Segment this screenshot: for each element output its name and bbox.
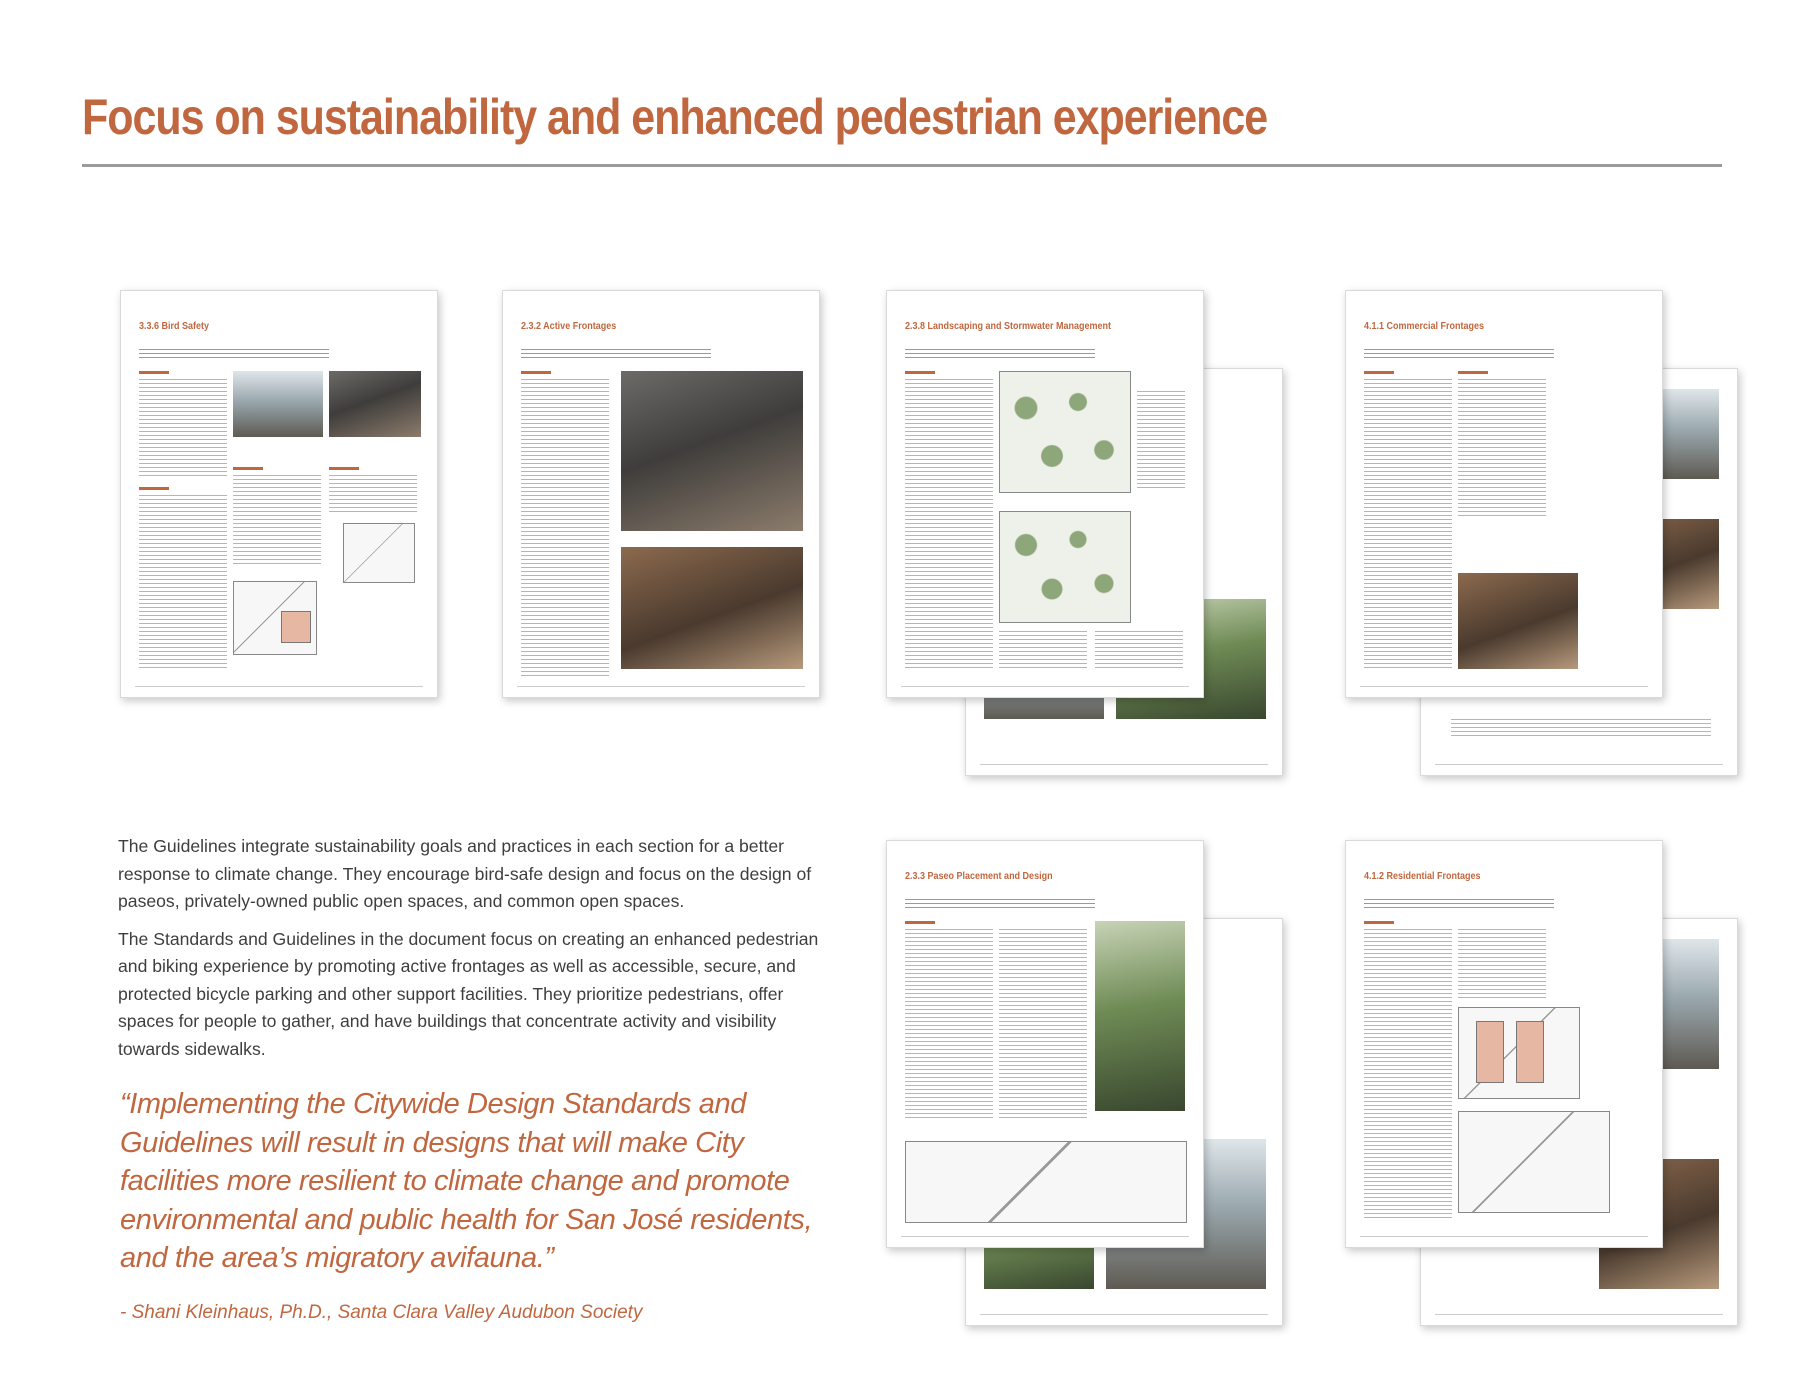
- document-page-residential-frontages: [1345, 840, 1663, 1248]
- column-heading: [139, 371, 169, 374]
- section-title: 2.3.3 Paseo Placement and Design: [905, 871, 1053, 882]
- section-diagram: [905, 1141, 1187, 1223]
- document-page-bird-safety: [120, 290, 438, 698]
- page-footer: [901, 1236, 1189, 1237]
- page-footer: [980, 1314, 1268, 1315]
- facade-photo: [329, 371, 421, 437]
- column-heading: [521, 371, 551, 374]
- intro-text: [521, 349, 711, 359]
- building-photo: [233, 371, 323, 437]
- column-heading: [1458, 371, 1488, 374]
- text-column: [1095, 631, 1183, 671]
- text-column: [1364, 929, 1452, 1219]
- body-copy: [118, 833, 838, 1073]
- column-heading: [233, 467, 263, 470]
- column-heading: [905, 371, 935, 374]
- text-column: [905, 379, 993, 669]
- document-page-paseo-placement: [886, 840, 1204, 1248]
- text-column: [999, 929, 1087, 1119]
- body-paragraph: The Standards and Guidelines in the document focus on creating an enhanced pedestrian and biking experience by promoting active frontages as well as accessible, secure, and protected bicycle parking and other support facilities. They prioritize pedestrians, offer spaces for people to gather, and have buildings that concentrate activity and visibility towards sidewalks.: [118, 928, 819, 1059]
- intro-text: [1364, 349, 1554, 359]
- page-footer: [980, 764, 1268, 765]
- page-title: Focus on sustainability and enhanced pedestrian experience: [82, 89, 1268, 145]
- column-heading: [1364, 921, 1394, 924]
- storefront-photo: [621, 547, 803, 669]
- paseo-walkway-photo: [1095, 921, 1185, 1111]
- text-column: [999, 631, 1087, 671]
- column-heading: [905, 921, 935, 924]
- facade-diagram: [343, 523, 415, 583]
- intro-text: [139, 349, 329, 359]
- text-column: [1458, 929, 1546, 999]
- section-title: 4.1.1 Commercial Frontages: [1364, 321, 1485, 332]
- diagram-highlight: [1476, 1021, 1504, 1083]
- page-footer: [1435, 1314, 1723, 1315]
- page-footer: [901, 686, 1189, 687]
- section-title: 3.3.6 Bird Safety: [139, 321, 210, 332]
- page-footer: [1360, 686, 1648, 687]
- text-column: [1364, 379, 1452, 669]
- text-column: [905, 929, 993, 1119]
- pull-quote: “Implementing the Citywide Design Standards and Guidelines will result in designs that will make City facilities more resilient to climate change and promote environmental and public health for San José residents, and the area’s migratory avifauna.”: [120, 1088, 813, 1274]
- quote-attribution: - Shani Kleinhaus, Ph.D., Santa Clara Valley Audubon Society: [120, 1302, 643, 1323]
- column-heading: [329, 467, 359, 470]
- title-divider: [82, 164, 1722, 167]
- intro-text: [1364, 899, 1554, 909]
- intro-text: [905, 899, 1095, 909]
- text-column: [139, 379, 227, 479]
- axonometric-diagram: [1458, 1111, 1610, 1213]
- body-paragraph: The Guidelines integrate sustainability goals and practices in each section for a better response to climate change. They encourage bird-safe design and focus on the design of paseos, privately-owned public open spaces, and common open spaces.: [118, 836, 812, 911]
- landscape-plan-diagram: [999, 371, 1131, 493]
- section-title: 2.3.2 Active Frontages: [521, 321, 617, 332]
- section-title: 2.3.8 Landscaping and Stormwater Management: [905, 321, 1112, 332]
- document-page-landscaping: [886, 290, 1204, 698]
- column-heading: [1364, 371, 1394, 374]
- section-title: 4.1.2 Residential Frontages: [1364, 871, 1481, 882]
- legend-text: [1137, 391, 1185, 491]
- document-page-active-frontages: [502, 290, 820, 698]
- diagram-highlight: [281, 611, 311, 643]
- text-column: [139, 495, 227, 670]
- cafe-photo: [1458, 573, 1578, 669]
- diagram-highlight: [1516, 1021, 1544, 1083]
- text-column: [1458, 379, 1546, 519]
- page-footer: [1435, 764, 1723, 765]
- caption-text: [1451, 719, 1711, 739]
- page-footer: [135, 686, 423, 687]
- site-plan-diagram: [999, 511, 1131, 623]
- text-column: [233, 475, 321, 565]
- column-heading: [139, 487, 169, 490]
- document-page-commercial-frontages: [1345, 290, 1663, 698]
- intro-text: [905, 349, 1095, 359]
- frontage-photo: [621, 371, 803, 531]
- text-column: [521, 379, 609, 679]
- page-footer: [1360, 1236, 1648, 1237]
- text-column: [329, 475, 417, 515]
- page-footer: [517, 686, 805, 687]
